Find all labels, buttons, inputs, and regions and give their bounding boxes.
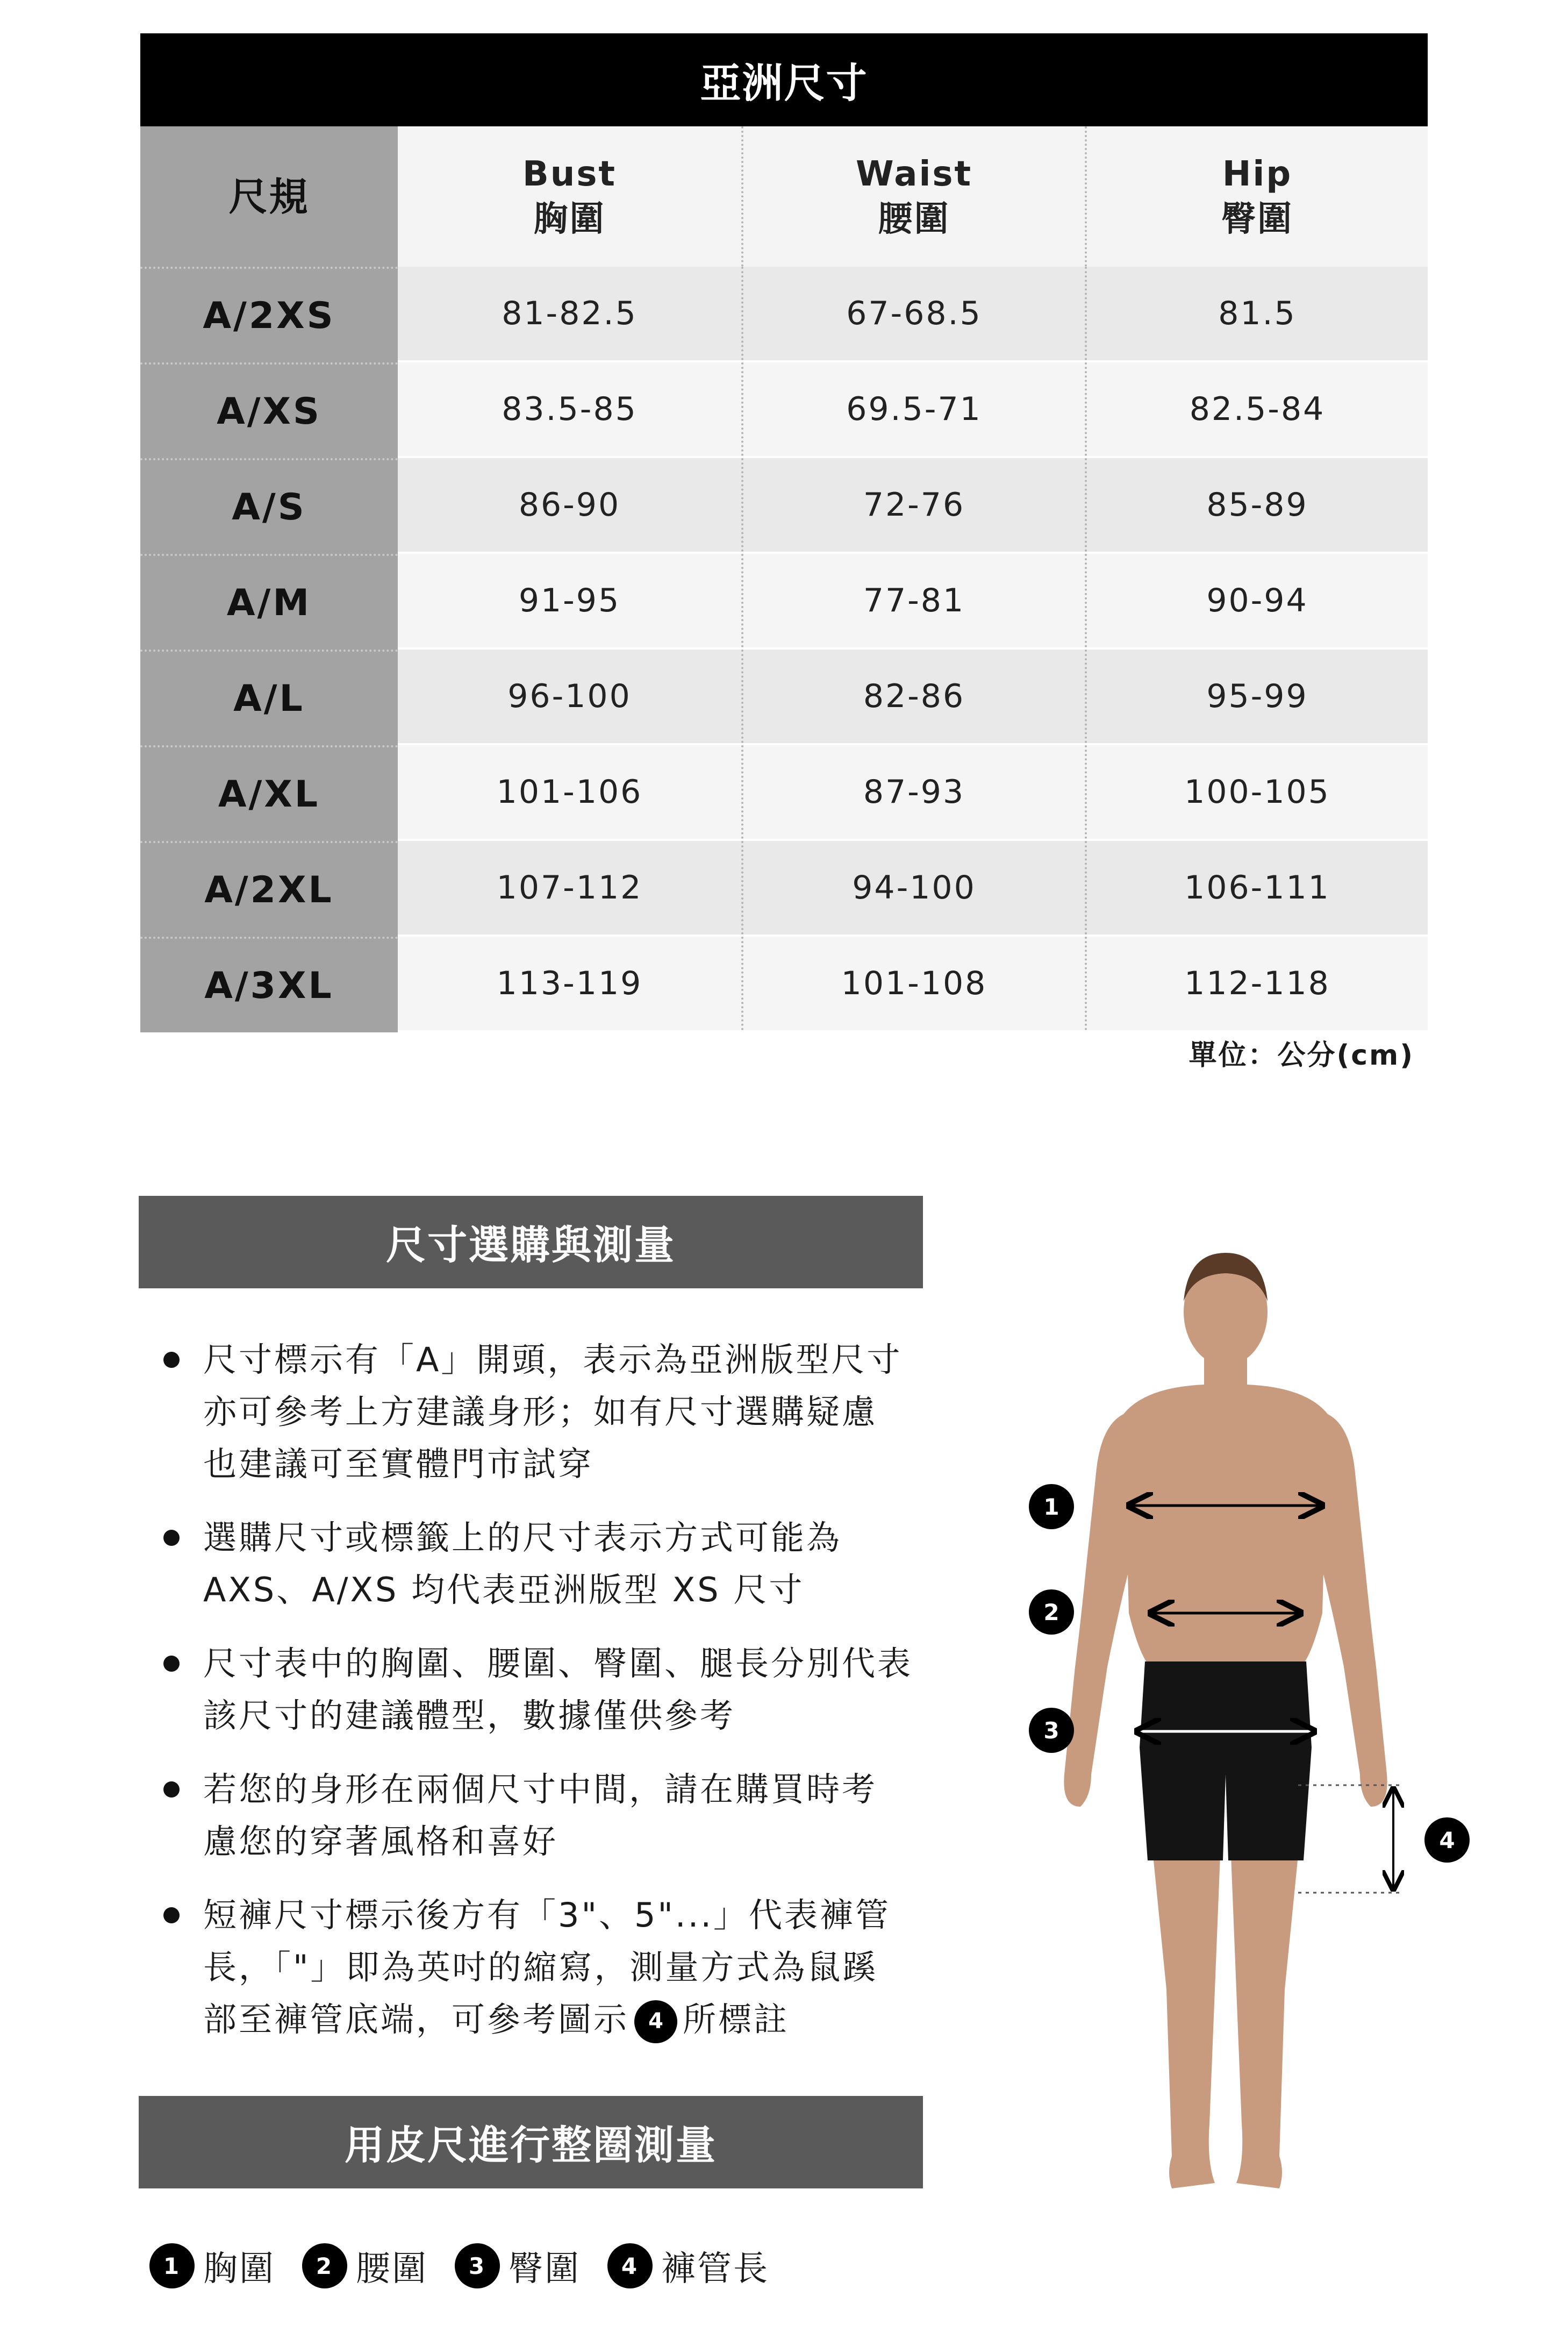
number-2-badge-icon: 2 <box>302 2243 347 2288</box>
size-value-cell: 82-86 <box>741 650 1085 743</box>
size-value-cell: 96-100 <box>398 650 741 743</box>
guide-line: 尺寸標示有「A」開頭，表示為亞洲版型尺寸 <box>203 1340 903 1379</box>
bullet-icon <box>163 1530 180 1546</box>
guide-line-text: 所標註 <box>683 2000 790 2039</box>
size-value-cell: 83.5-85 <box>398 362 741 456</box>
guide-item <box>156 1637 925 1742</box>
column-header-zh: 臀圍 <box>1221 199 1293 239</box>
legend-label: 褲管長 <box>661 2249 769 2289</box>
size-value-cell: 91-95 <box>398 554 741 647</box>
size-value-cell: 101-108 <box>741 937 1085 1030</box>
guide-line: 尺寸表中的胸圍、腰圍、臀圍、腿長分別代表 <box>203 1644 913 1683</box>
guide-line: 長，「"」即為英吋的縮寫，測量方式為鼠蹊 <box>203 1948 878 1987</box>
size-table <box>140 33 1428 1032</box>
guide-line: AXS、A/XS 均代表亞洲版型 XS 尺寸 <box>203 1570 805 1609</box>
bullet-icon <box>163 1656 180 1672</box>
size-value-cell: 90-94 <box>1085 554 1428 647</box>
legend-item-inseam <box>607 2241 769 2291</box>
legend-label: 胸圍 <box>203 2249 275 2289</box>
guide-line: 該尺寸的建議體型，數據僅供參考 <box>203 1696 736 1735</box>
size-value-cell: 100-105 <box>1085 745 1428 839</box>
column-header-waist <box>741 126 1085 267</box>
guide-item <box>156 1333 925 1490</box>
number-3-badge-icon: 3 <box>1029 1708 1074 1753</box>
guide-line-text: 部至褲管底端，可參考圖示 <box>203 2000 629 2039</box>
measurement-legend <box>149 2241 769 2291</box>
bullet-icon <box>163 1352 180 1368</box>
size-value-cell: 95-99 <box>1085 650 1428 743</box>
legend-item-waist <box>302 2241 428 2291</box>
number-2-badge-icon: 2 <box>1029 1589 1074 1635</box>
size-value-cell: 87-93 <box>741 745 1085 839</box>
measure-title-bar <box>139 2096 923 2188</box>
number-1-badge-icon: 1 <box>149 2243 195 2288</box>
number-4-badge-icon: 4 <box>1424 1817 1470 1863</box>
size-value-cell: 81.5 <box>1085 267 1428 360</box>
size-label-cell: A/XS <box>140 362 398 458</box>
guide-line: 短褲尺寸標示後方有「3"、5"...」代表褲管 <box>203 1895 891 1935</box>
bullet-icon <box>163 1907 180 1923</box>
guide-line: 選購尺寸或標籤上的尺寸表示方式可能為 <box>203 1518 842 1557</box>
table-title: 亞洲尺寸 <box>140 33 1428 126</box>
column-header-hip <box>1085 126 1428 267</box>
size-value-cell: 69.5-71 <box>741 362 1085 456</box>
size-value-cell: 94-100 <box>741 841 1085 935</box>
legend-label: 腰圍 <box>356 2249 428 2289</box>
column-header-bust <box>398 126 741 267</box>
size-label-cell: A/2XL <box>140 841 398 937</box>
shorts-shape <box>1140 1661 1312 1860</box>
size-value-cell: 107-112 <box>398 841 741 935</box>
size-value-cell: 81-82.5 <box>398 267 741 360</box>
size-label-cell: A/M <box>140 554 398 650</box>
body-measurement-figure <box>1011 1237 1505 2231</box>
size-value-cell: 82.5-84 <box>1085 362 1428 456</box>
size-label-cell: A/3XL <box>140 937 398 1032</box>
guide-title: 尺寸選購與測量 <box>386 1222 676 1268</box>
guide-list <box>156 1333 925 2067</box>
unit-note: 單位：公分(cm) <box>1188 1039 1414 1072</box>
size-label-cell: A/XL <box>140 745 398 841</box>
size-value-cell: 106-111 <box>1085 841 1428 935</box>
body-figure-illustration <box>1011 1237 1505 2231</box>
guide-line: 亦可參考上方建議身形；如有尺寸選購疑慮 <box>203 1392 878 1431</box>
column-header-en: Hip <box>1222 154 1293 194</box>
bullet-icon <box>163 1781 180 1798</box>
size-value-cell: 101-106 <box>398 745 741 839</box>
column-header-en: Bust <box>522 154 617 194</box>
number-4-badge-icon: 4 <box>607 2243 653 2288</box>
number-1-badge-icon: 1 <box>1029 1484 1074 1529</box>
size-value-cell: 112-118 <box>1085 937 1428 1030</box>
size-label-header: 尺規 <box>140 126 398 267</box>
legend-label: 臀圍 <box>509 2249 581 2289</box>
column-header-en: Waist <box>855 154 973 194</box>
size-label-cell: A/2XS <box>140 267 398 362</box>
size-value-cell: 86-90 <box>398 458 741 552</box>
guide-line: 若您的身形在兩個尺寸中間，請在購買時考 <box>203 1770 878 1809</box>
size-value-cell: 67-68.5 <box>741 267 1085 360</box>
legend-item-hip <box>455 2241 581 2291</box>
measure-title: 用皮尺進行整圈測量 <box>345 2122 717 2169</box>
column-header-zh: 腰圍 <box>878 199 950 239</box>
size-value-cell: 77-81 <box>741 554 1085 647</box>
legend-item-bust <box>149 2241 275 2291</box>
guide-line: 也建議可至實體門市試穿 <box>203 1444 594 1484</box>
size-value-cell: 85-89 <box>1085 458 1428 552</box>
size-value-cell: 113-119 <box>398 937 741 1030</box>
column-header-zh: 胸圍 <box>533 199 606 239</box>
number-4-badge-icon: 4 <box>634 2000 677 2043</box>
guide-item <box>156 1763 925 1867</box>
guide-line: 慮您的穿著風格和喜好 <box>203 1822 559 1861</box>
guide-item <box>156 1889 925 2045</box>
number-3-badge-icon: 3 <box>455 2243 500 2288</box>
guide-line-with-badge <box>203 1993 925 2045</box>
size-label-cell: A/S <box>140 458 398 554</box>
table-grid <box>140 126 1428 1032</box>
size-label-cell: A/L <box>140 650 398 745</box>
size-value-cell: 72-76 <box>741 458 1085 552</box>
guide-item <box>156 1511 925 1616</box>
guide-title-bar <box>139 1196 923 1288</box>
